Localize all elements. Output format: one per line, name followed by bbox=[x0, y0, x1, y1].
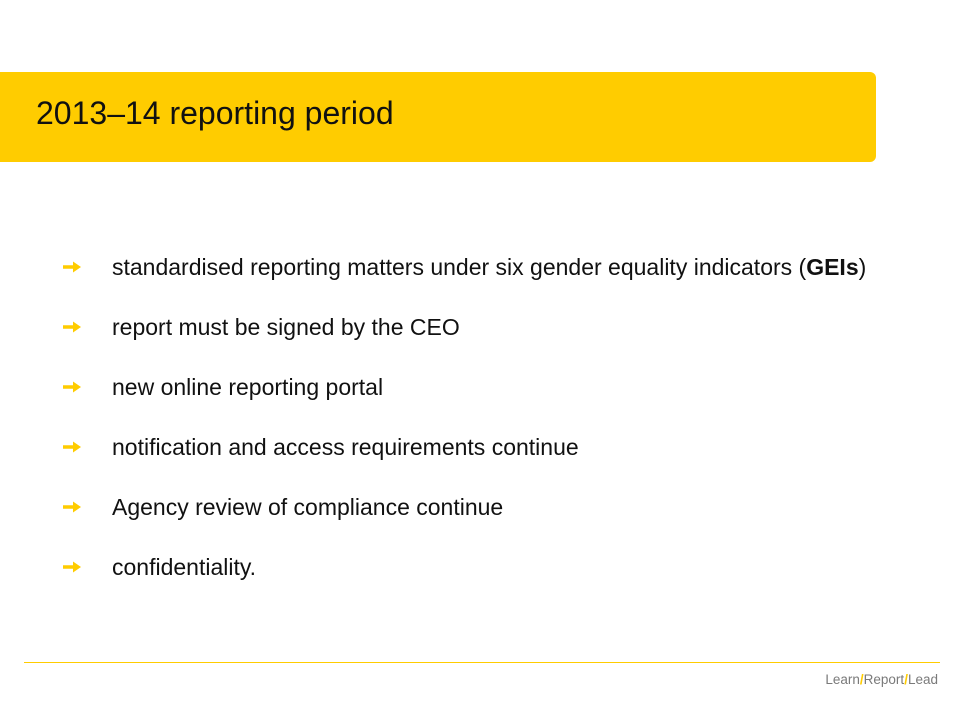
bullet-item bbox=[0, 428, 960, 467]
bullet-item bbox=[0, 248, 960, 287]
footer-divider bbox=[24, 662, 940, 663]
bullet-text: confidentiality. bbox=[112, 554, 257, 580]
arrow-right-icon bbox=[62, 319, 82, 335]
logo-slash: / bbox=[859, 672, 864, 687]
arrow-right-icon bbox=[62, 379, 82, 395]
arrow-right-icon bbox=[62, 559, 82, 575]
logo-word-lead: Lead bbox=[907, 672, 938, 687]
footer-logo bbox=[825, 670, 938, 690]
bullet-text: Agency review of compliance continue bbox=[112, 494, 504, 520]
bullet-text: standardised reporting matters under six gender equality indicators ( bbox=[112, 254, 807, 280]
bullet-item bbox=[0, 548, 960, 587]
bullet-item bbox=[0, 488, 960, 527]
bullet-text: report must be signed by the CEO bbox=[112, 314, 460, 340]
bullet-text-bold: GEIs bbox=[806, 254, 859, 280]
bullet-text: notification and access requirements continue bbox=[112, 434, 579, 460]
bullet-item bbox=[0, 308, 960, 347]
bullet-text: new online reporting portal bbox=[112, 374, 384, 400]
arrow-right-icon bbox=[62, 439, 82, 455]
title-banner bbox=[0, 72, 876, 162]
bullet-list bbox=[0, 248, 960, 608]
slide-title: 2013–14 reporting period bbox=[36, 95, 394, 131]
arrow-right-icon bbox=[62, 499, 82, 515]
logo-slash: / bbox=[904, 672, 908, 687]
logo-word-report: Report bbox=[863, 672, 905, 687]
bullet-text: ) bbox=[858, 254, 867, 280]
bullet-item bbox=[0, 368, 960, 407]
logo-word-learn: Learn bbox=[825, 672, 860, 687]
arrow-right-icon bbox=[62, 259, 82, 275]
